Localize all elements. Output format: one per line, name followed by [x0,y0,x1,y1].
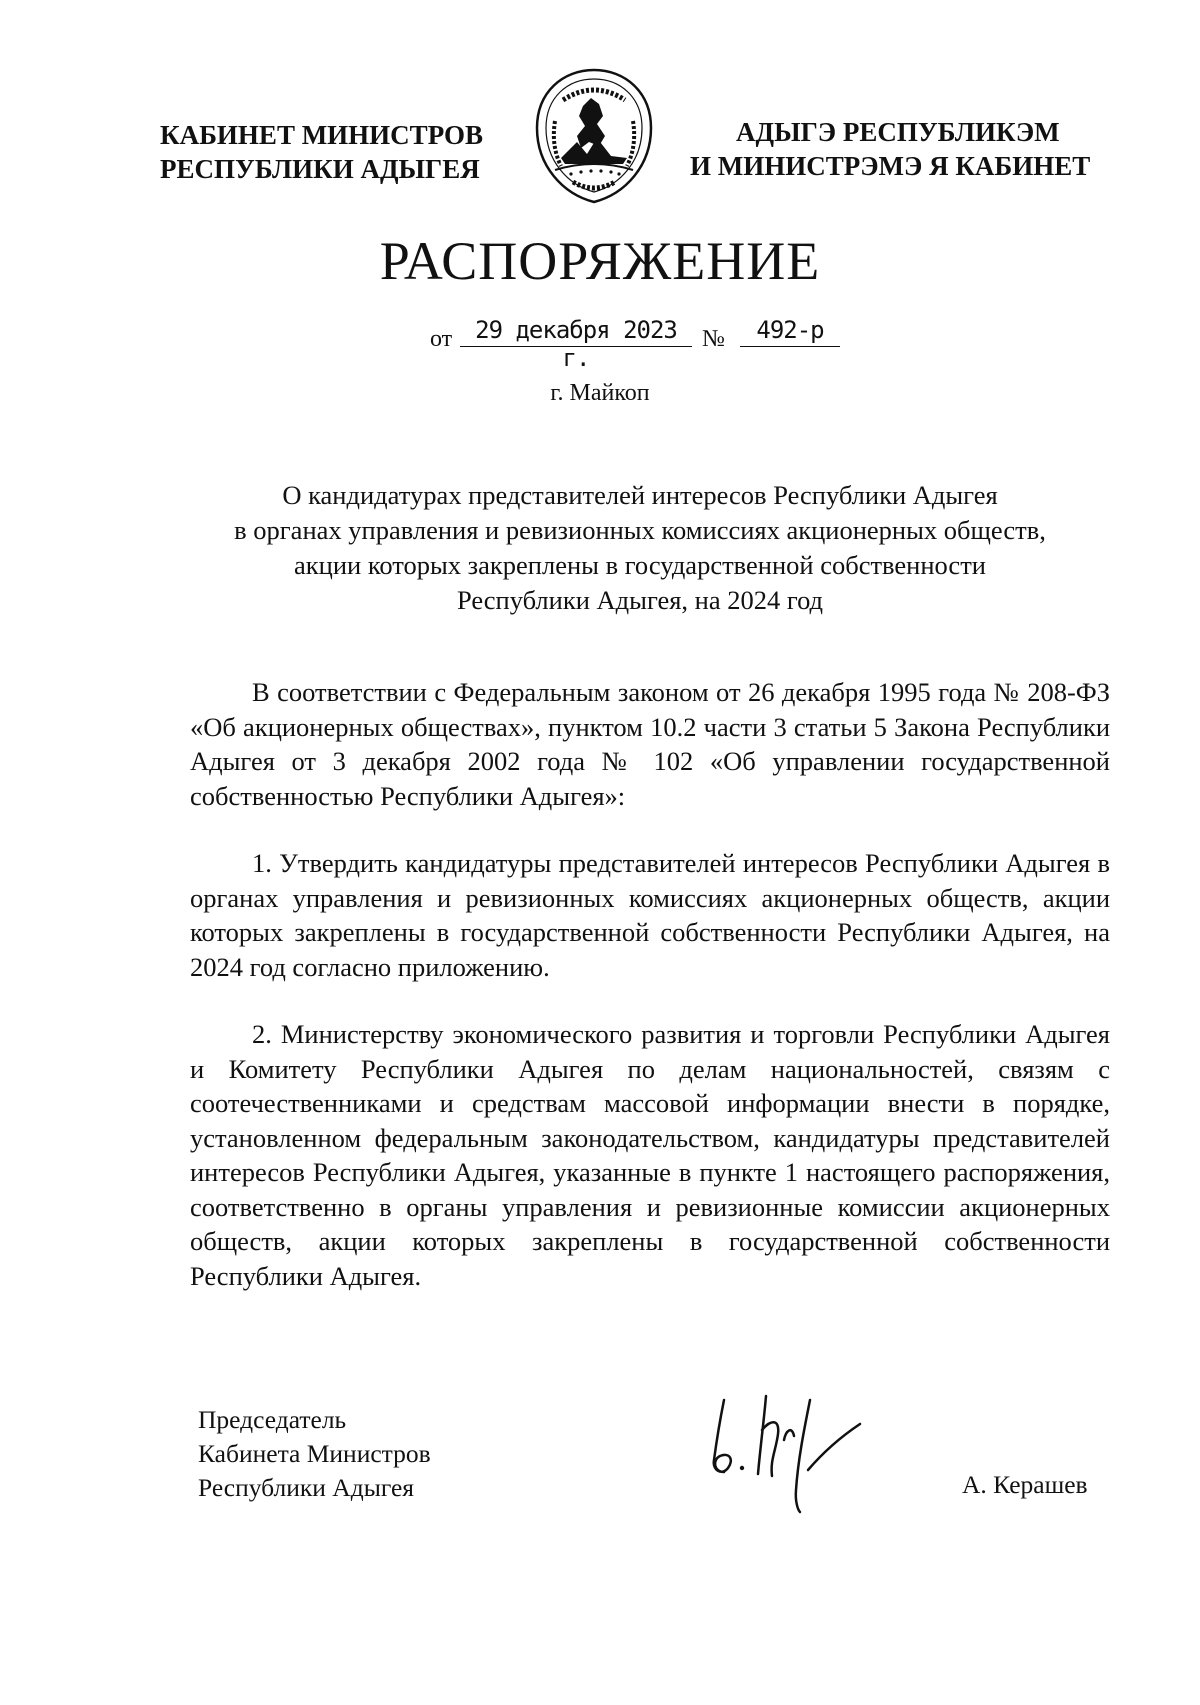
header-right-line1: АДЫГЭ РЕСПУБЛИКЭМ [736,117,1060,147]
number-prefix: № [702,326,725,352]
subject-line: акции которых закреплены в государственной собственности [294,550,986,580]
document-number: 492-р [740,316,840,347]
subject-line: Республики Адыгея, на 2024 год [456,585,824,615]
signatory-name: А. Керашев [962,1470,1088,1499]
header-left [160,118,500,186]
position-line: Председатель [198,1405,347,1434]
document-type-title: РАСПОРЯЖЕНИЕ [379,231,821,291]
document-subject [160,478,1120,618]
document-body [190,675,1110,1326]
issue-city: г. Майкоп [550,380,650,406]
subject-line: О кандидатурах представителей интересов Республики Адыгея [282,480,998,510]
header-right [690,115,1110,183]
position-line: Кабинета Министров [198,1439,431,1468]
document-date: 29 декабря 2023 г. [460,316,692,347]
subject-line: в органах управления и ревизионных комиссиях акционерных обществ, [234,515,1046,545]
header-right-line2: И МИНИСТРЭМЭ Я КАБИНЕТ [690,151,1091,181]
position-line: Республики Адыгея [198,1473,414,1502]
coat-of-arms-emblem [533,66,655,206]
header-left-line2: РЕСПУБЛИКИ АДЫГЕЯ [160,154,480,184]
handwritten-signature [700,1390,920,1520]
date-prefix: от [430,326,453,352]
preamble-paragraph: В соответствии с Федеральным законом от 26 декабря 1995 года № 208-ФЗ «Об акционерных обществах», пунктом 10.2 части 3 статьи 5 Закона Республики Адыгея от 3 декабря 2002 года № 102 «Об управлении государственной собственностью Республики Адыгея»: [190,677,1110,811]
signatory-position [198,1403,431,1505]
header-left-line1: КАБИНЕТ МИНИСТРОВ [160,120,484,150]
item-1-paragraph: 1. Утвердить кандидатуры представителей интересов Республики Адыгея в органах управления и ревизионных комиссиях акционерных обществ, акции которых закреплены в государственной собственности Республики Адыгея, на 2024 год согласно приложению. [190,848,1110,982]
item-2-paragraph: 2. Министерству экономического развития и торговли Республики Адыгея и Комитету Республики Адыгея по делам национальностей, связям с соотечественниками и средствам массовой информации внести в порядке, установленном федеральным законодательством, кандидатуры представителей интересов Республики Адыгея, указанные в пункте 1 настоящего распоряжения, соответственно в органы управления и ревизионные комиссии акционерных обществ, акции которых закреплены в государственной собственности Республики Адыгея. [190,1019,1110,1291]
